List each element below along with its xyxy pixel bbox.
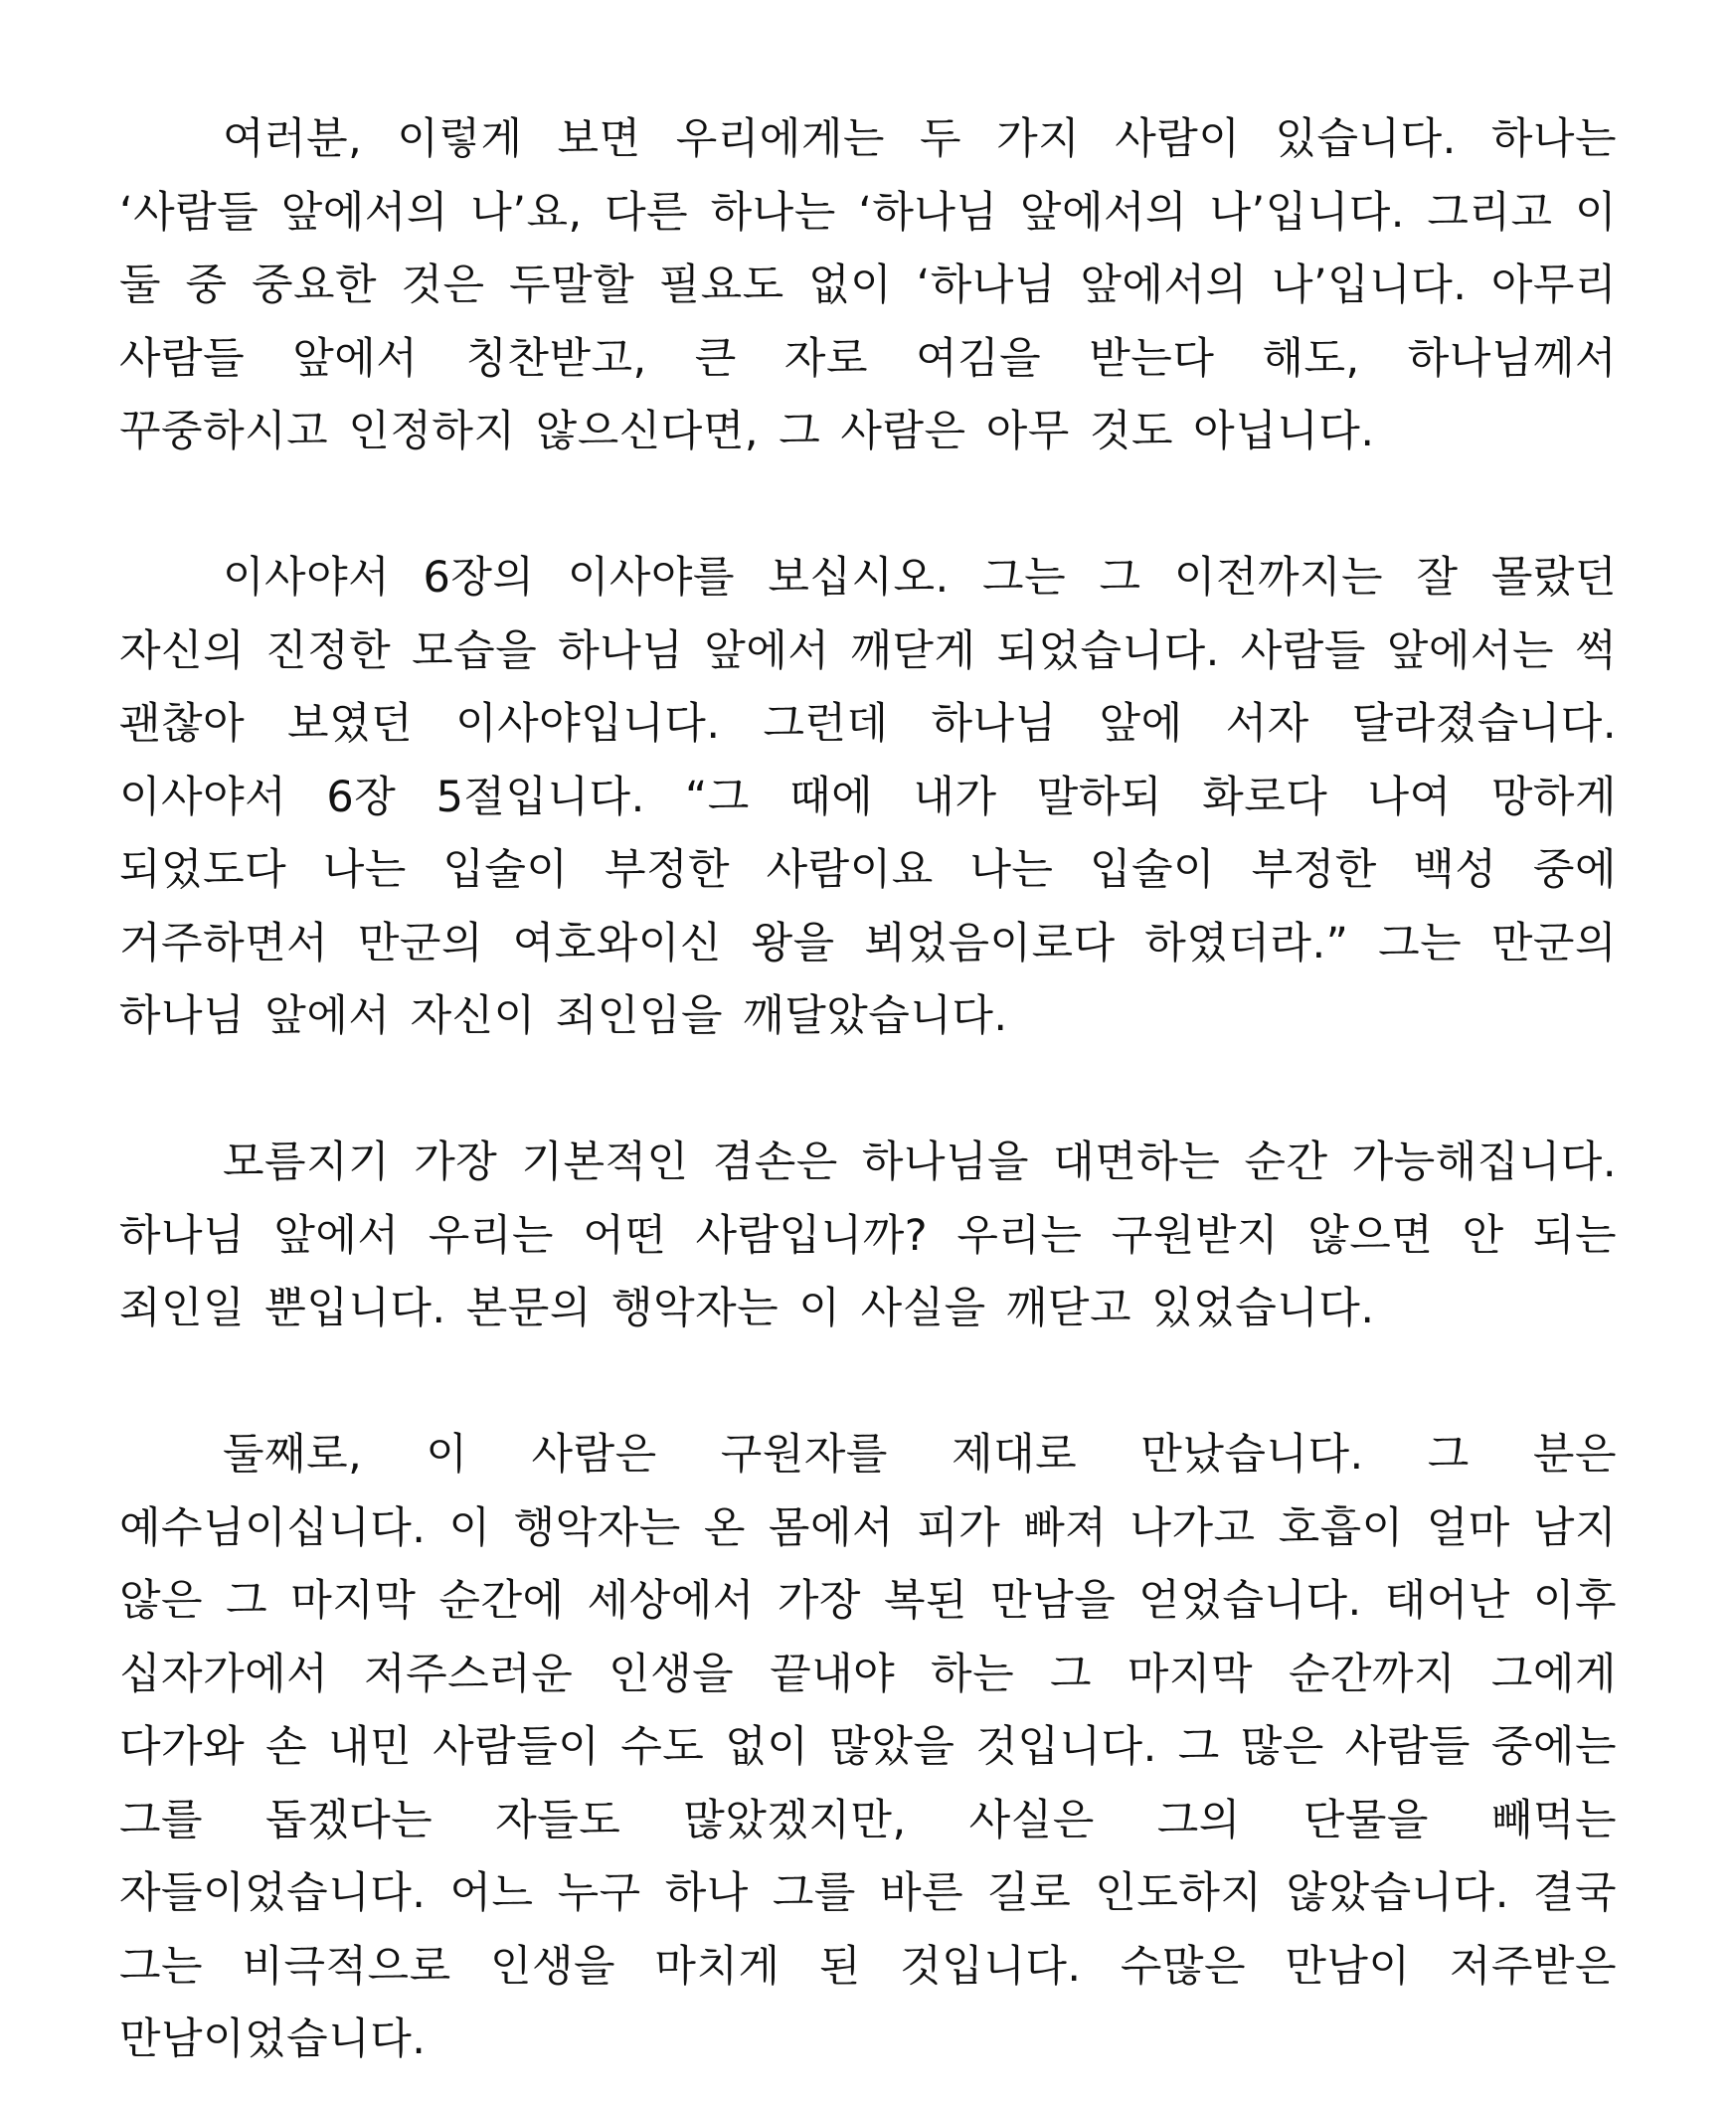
document-page [119,103,1617,2077]
paragraph-4: 둘째로, 이 사람은 구원자를 제대로 만났습니다. 그 분은 예수님이십니다. 이 행악자는 온 몸에서 피가 빠져 나가고 호흡이 얼마 남지 않은 그 마지막 순간에 세상에서 가장 복된 만남을 얻었습니다. 태어난 이후 십자가에서 저주스러운 인생을 끝내야 하는 그 마지막 순간까지 그에게 다가와 손 내민 사람들이 수도 없이 많았을 것입니다. 그 많은 사람들 중에는 그를 돕겠다는 자들도 많았겠지만, 사실은 그의 단물을 빼먹는 자들이었습니다. 어느 누구 하나 그를 바른 길로 인도하지 않았습니다. 결국 그는 비극적으로 인생을 마치게 된 것입니다. 수많은 만남이 저주받은 만남이었습니다. [119,1430,1617,2064]
paragraph-1: 여러분, 이렇게 보면 우리에게는 두 가지 사람이 있습니다. 하나는 ‘사람들 앞에서의 나’요, 다른 하나는 ‘하나님 앞에서의 나’입니다. 그리고 이 둘 중 중요한 것은 두말할 필요도 없이 ‘하나님 앞에서의 나’입니다. 아무리 사람들 앞에서 칭찬받고, 큰 자로 여김을 받는다 해도, 하나님께서 꾸중하시고 인정하지 않으신다면, 그 사람은 아무 것도 아닙니다. [119,114,1617,456]
paragraph-2: 이사야서 6장의 이사야를 보십시오. 그는 그 이전까지는 잘 몰랐던 자신의 진정한 모습을 하나님 앞에서 깨닫게 되었습니다. 사람들 앞에서는 썩 괜찮아 보였던 이사야입니다. 그런데 하나님 앞에 서자 달라졌습니다. 이사야서 6장 5절입니다. “그 때에 내가 말하되 화로다 나여 망하게 되었도다 나는 입술이 부정한 사람이요 나는 입술이 부정한 백성 중에 거주하면서 만군의 여호와이신 왕을 뵈었음이로다 하였더라.” 그는 만군의 하나님 앞에서 자신이 죄인임을 깨달았습니다. [119,553,1617,1041]
paragraph-3: 모름지기 가장 기본적인 겸손은 하나님을 대면하는 순간 가능해집니다. 하나님 앞에서 우리는 어떤 사람입니까? 우리는 구원받지 않으면 안 되는 죄인일 뿐입니다. 본문의 행악자는 이 사실을 깨닫고 있었습니다. [119,1138,1617,1333]
